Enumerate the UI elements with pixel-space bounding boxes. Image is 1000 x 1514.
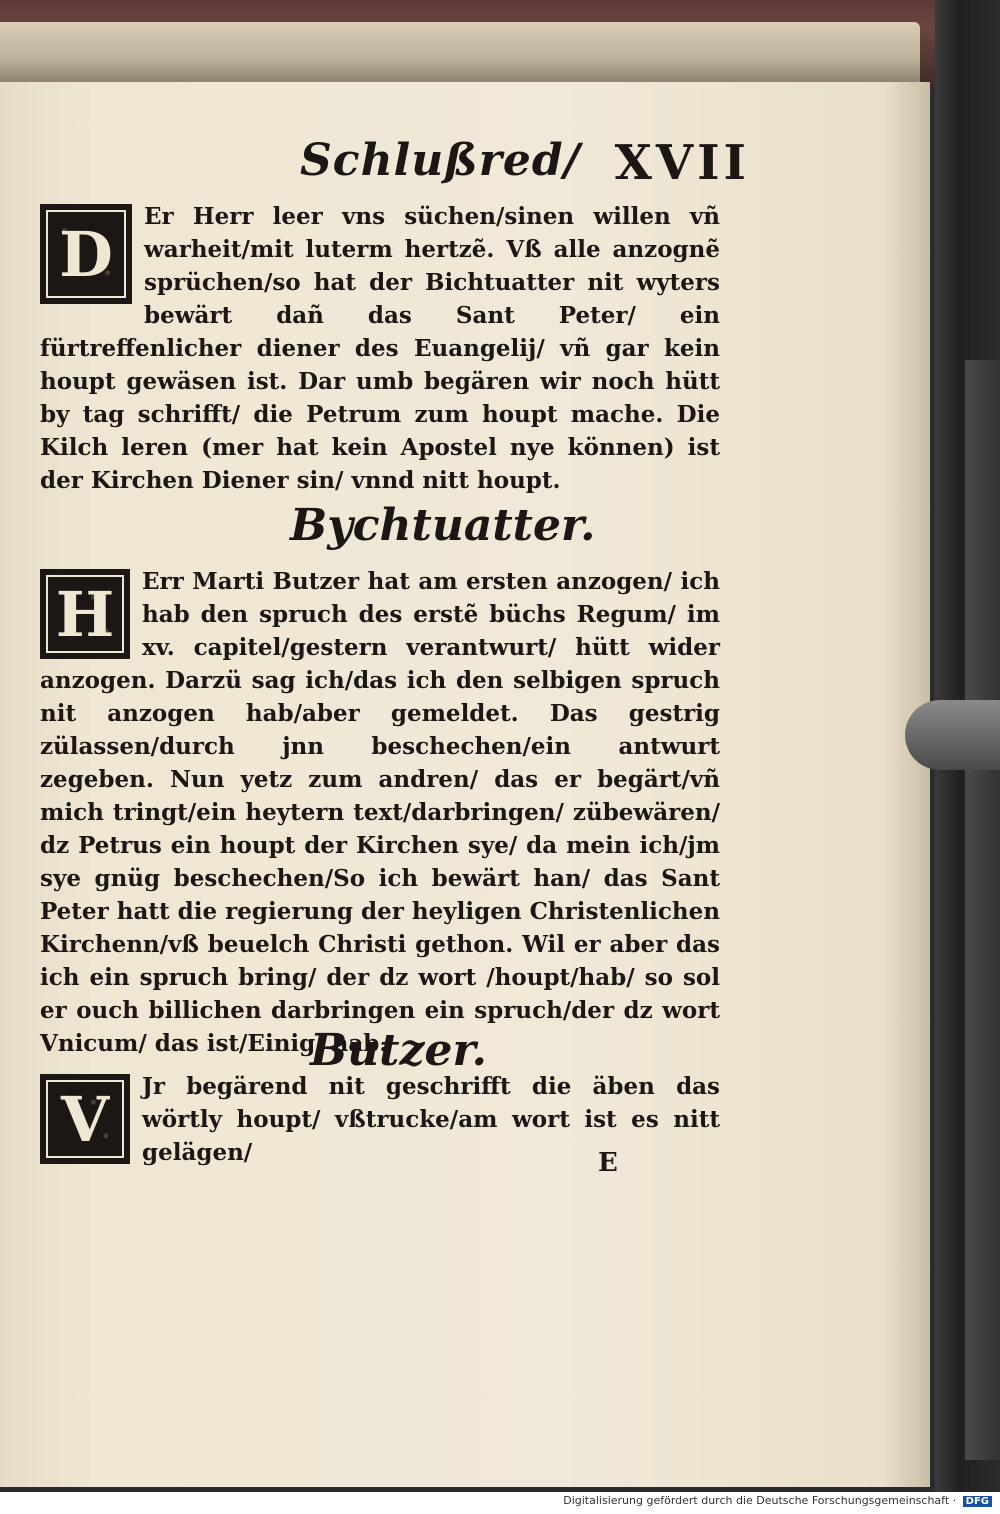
speaker-heading-butzer: Butzer. (310, 1025, 487, 1076)
paragraph-1-text: Er Herr leer vns süchen/sinen willen vñ warheit/mit luterm hertzẽ. Vß alle anzognẽ sprüchen/so hat der Bichtuatter nit wyters bewärt dañ das Sant Peter/ ein fürtreffenlicher diener des Euangelij/ vñ gar kein houpt gewäsen ist. Dar umb begären wir noch hütt by tag schrifft/ die Petrum zum houpt mache. Die Kilch leren (mer hat kein Apostel nye können) ist der Kirchen Diener sin/ vnnd nitt houpt. (40, 203, 720, 494)
page-clip (905, 700, 1000, 770)
catchword: E (598, 1148, 618, 1178)
decorated-initial-v: V (40, 1074, 130, 1164)
paragraph-3 (40, 1070, 720, 1169)
footer-bar (0, 1492, 1000, 1514)
running-head-title: Schlußred/ (300, 135, 581, 186)
paragraph-3-text: Jr begärend nit geschrifft die äben das wörtly houpt/ vßtrucke/am wort ist es nitt gelägen/ (142, 1073, 720, 1166)
paragraph-1 (40, 200, 720, 497)
funding-credit-text: Digitalisierung gefördert durch die Deutsche Forschungsgemeinschaft · (563, 1494, 957, 1507)
funding-credit (563, 1494, 992, 1507)
decorated-initial-h: H (40, 569, 130, 659)
page-block-edge (0, 22, 920, 82)
paragraph-2-text: Err Marti Butzer hat am ersten anzogen/ ich hab den spruch des erstẽ büchs Regum/ im xv. capitel/gestern verantwurt/ hütt wider anzogen. Darzü sag ich/das ich den selbigen spruch nit anzogen hab/aber gemeldet. Das gestrig zülassen/durch jnn beschechen/ein antwurt zegeben. Nun yetz zum andren/ das er begärt/vñ mich tringt/ein heytern text/darbringen/ zübewären/ dz Petrus ein houpt der Kirchen sye/ da mein ich/jm sye gnüg beschechen/So ich bewärt han/ das Sant Peter hatt die regierung der heyligen Christenlichen Kirchenn/vß beuelch Christi gethon. Wil er aber das ich ein spruch bring/ der dz wort /houpt/hab/ so sol er ouch billichen darbringen ein spruch/der dz wort Vnicum/ das ist/Einig/ hab. (40, 568, 720, 1057)
dfg-logo: DFG (963, 1496, 992, 1507)
cover-notch (965, 360, 1000, 1460)
speaker-heading-bychtuatter: Bychtuatter. (290, 500, 596, 551)
folio-number: XVII (614, 135, 750, 191)
decorated-initial-d: D (40, 204, 132, 304)
running-head (300, 135, 750, 205)
paragraph-2 (40, 565, 720, 1060)
